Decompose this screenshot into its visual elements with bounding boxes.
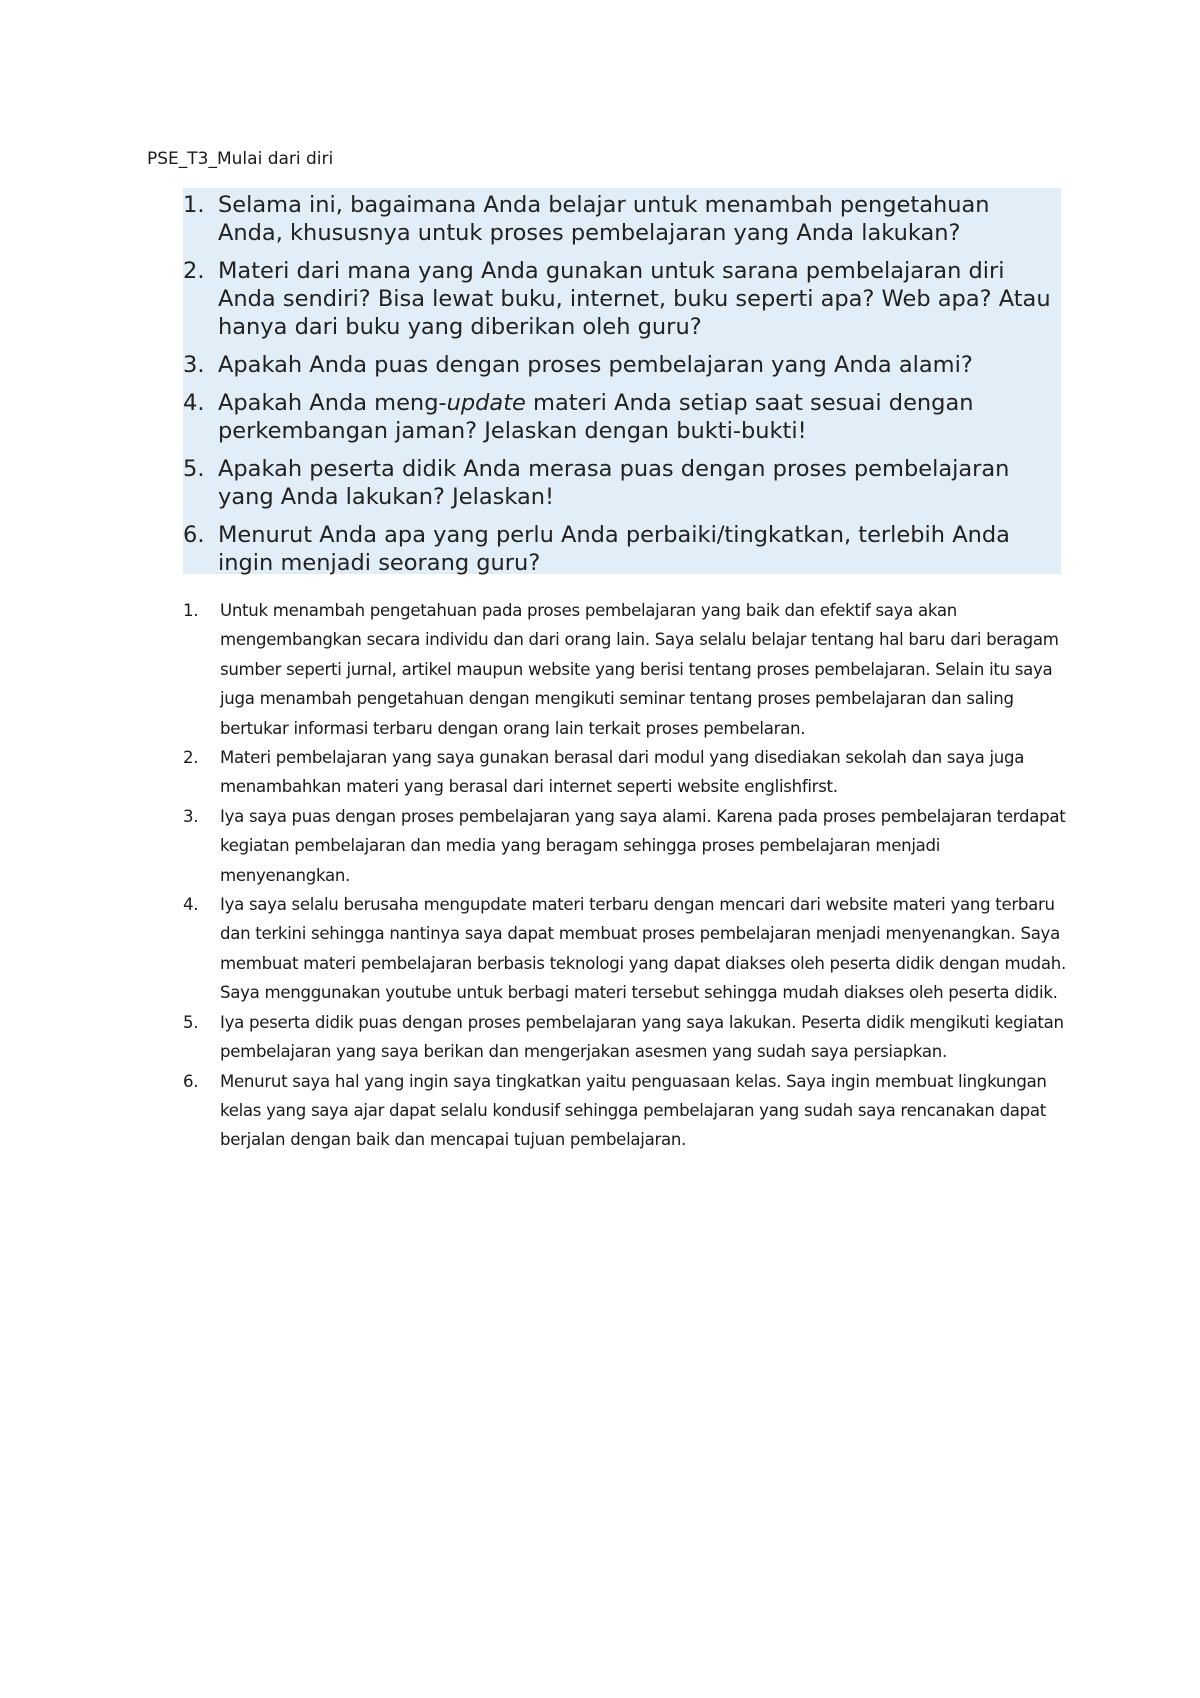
answer-text: Iya peserta didik puas dengan proses pembelajaran yang saya lakukan. Peserta didik mengikuti kegiatan pembelajaran yang saya berikan dan mengerjakan asesmen yang sudah saya persiapkan. — [220, 1012, 1064, 1062]
question-text: Materi dari mana yang Anda gunakan untuk sarana pembelajaran diri Anda sendiri? Bisa lewat buku, internet, buku seperti apa? Web apa? Atau hanya dari buku yang diberikan oleh guru? — [218, 258, 1051, 340]
answer-item — [183, 1008, 1073, 1067]
question-number: 2. — [183, 258, 205, 284]
question-number: 6. — [183, 522, 205, 548]
question-text: Apakah Anda puas dengan proses pembelajaran yang Anda alami? — [218, 352, 973, 378]
answer-text: Materi pembelajaran yang saya gunakan berasal dari modul yang disediakan sekolah dan saya juga menambahkan materi yang berasal dari internet seperti website englishfirst. — [220, 748, 1025, 797]
question-item — [183, 351, 1051, 379]
question-text-part: Apakah Anda meng- — [218, 390, 447, 416]
question-text-italic: update — [446, 390, 526, 416]
question-item — [183, 455, 1051, 511]
answer-number: 6. — [183, 1071, 199, 1091]
question-number: 3. — [183, 352, 205, 378]
answer-item — [183, 1067, 1073, 1155]
question-list — [183, 188, 1061, 574]
question-number: 5. — [183, 456, 205, 482]
answer-item — [183, 596, 1073, 743]
answer-item — [183, 743, 1073, 802]
question-number: 4. — [183, 390, 205, 416]
document-title: PSE_T3_Mulai dari diri — [147, 149, 334, 169]
answer-item — [183, 890, 1073, 1008]
question-text: Selama ini, bagaimana Anda belajar untuk menambah pengetahuan Anda, khususnya untuk proses pembelajaran yang Anda lakukan? — [218, 192, 990, 246]
question-item — [183, 191, 1051, 247]
answer-item — [183, 802, 1073, 890]
answer-number: 5. — [183, 1012, 199, 1032]
answer-text: Menurut saya hal yang ingin saya tingkatkan yaitu penguasaan kelas. Saya ingin membuat lingkungan kelas yang saya ajar dapat selalu kondusif sehingga pembelajaran yang sudah saya rencanakan dapat berjalan dengan baik dan mencapai tujuan pembelajaran. — [220, 1071, 1047, 1150]
question-item — [183, 389, 1051, 445]
question-text: Apakah peserta didik Anda merasa puas dengan proses pembelajaran yang Anda lakukan? Jelaskan! — [218, 456, 1010, 510]
answer-number: 2. — [183, 748, 199, 768]
answer-text: Untuk menambah pengetahuan pada proses pembelajaran yang baik dan efektif saya akan mengembangkan secara individu dan dari orang lain. Saya selalu belajar tentang hal baru dari beragam sumber seperti jurnal, artikel maupun website yang berisi tentang proses pembelajaran. Selain itu saya juga menambah pengetahuan dengan mengikuti seminar tentang proses pembelajaran dan saling bertukar informasi terbaru dengan orang lain terkait proses pembelaran. — [220, 601, 1059, 738]
answer-text: Iya saya selalu berusaha mengupdate materi terbaru dengan mencari dari website materi yang terbaru dan terkini sehingga nantinya saya dapat membuat proses pembelajaran menjadi menyenangkan. Saya membuat materi pembelajaran berbasis teknologi yang dapat diakses oleh peserta didik dengan mudah. Saya menggunakan youtube untuk berbagi materi tersebut sehingga mudah diakses oleh peserta didik. — [220, 895, 1066, 1003]
question-number: 1. — [183, 192, 205, 218]
question-item — [183, 521, 1051, 577]
answer-list — [183, 596, 1073, 1155]
answer-number: 1. — [183, 601, 199, 620]
answer-text: Iya saya puas dengan proses pembelajaran yang saya alami. Karena pada proses pembelajaran terdapat kegiatan pembelajaran dan media yang beragam sehingga proses pembelajaran menjadi menyenangkan. — [220, 806, 1066, 885]
answer-number: 3. — [183, 806, 199, 826]
answer-number: 4. — [183, 895, 199, 915]
question-text: Menurut Anda apa yang perlu Anda perbaiki/tingkatkan, terlebih Anda ingin menjadi seorang guru? — [218, 522, 1010, 576]
question-item — [183, 257, 1051, 341]
question-text — [218, 390, 974, 444]
question-text-part: materi Anda setiap saat sesuai dengan perkembangan jaman? Jelaskan dengan bukti-bukti! — [218, 390, 974, 444]
